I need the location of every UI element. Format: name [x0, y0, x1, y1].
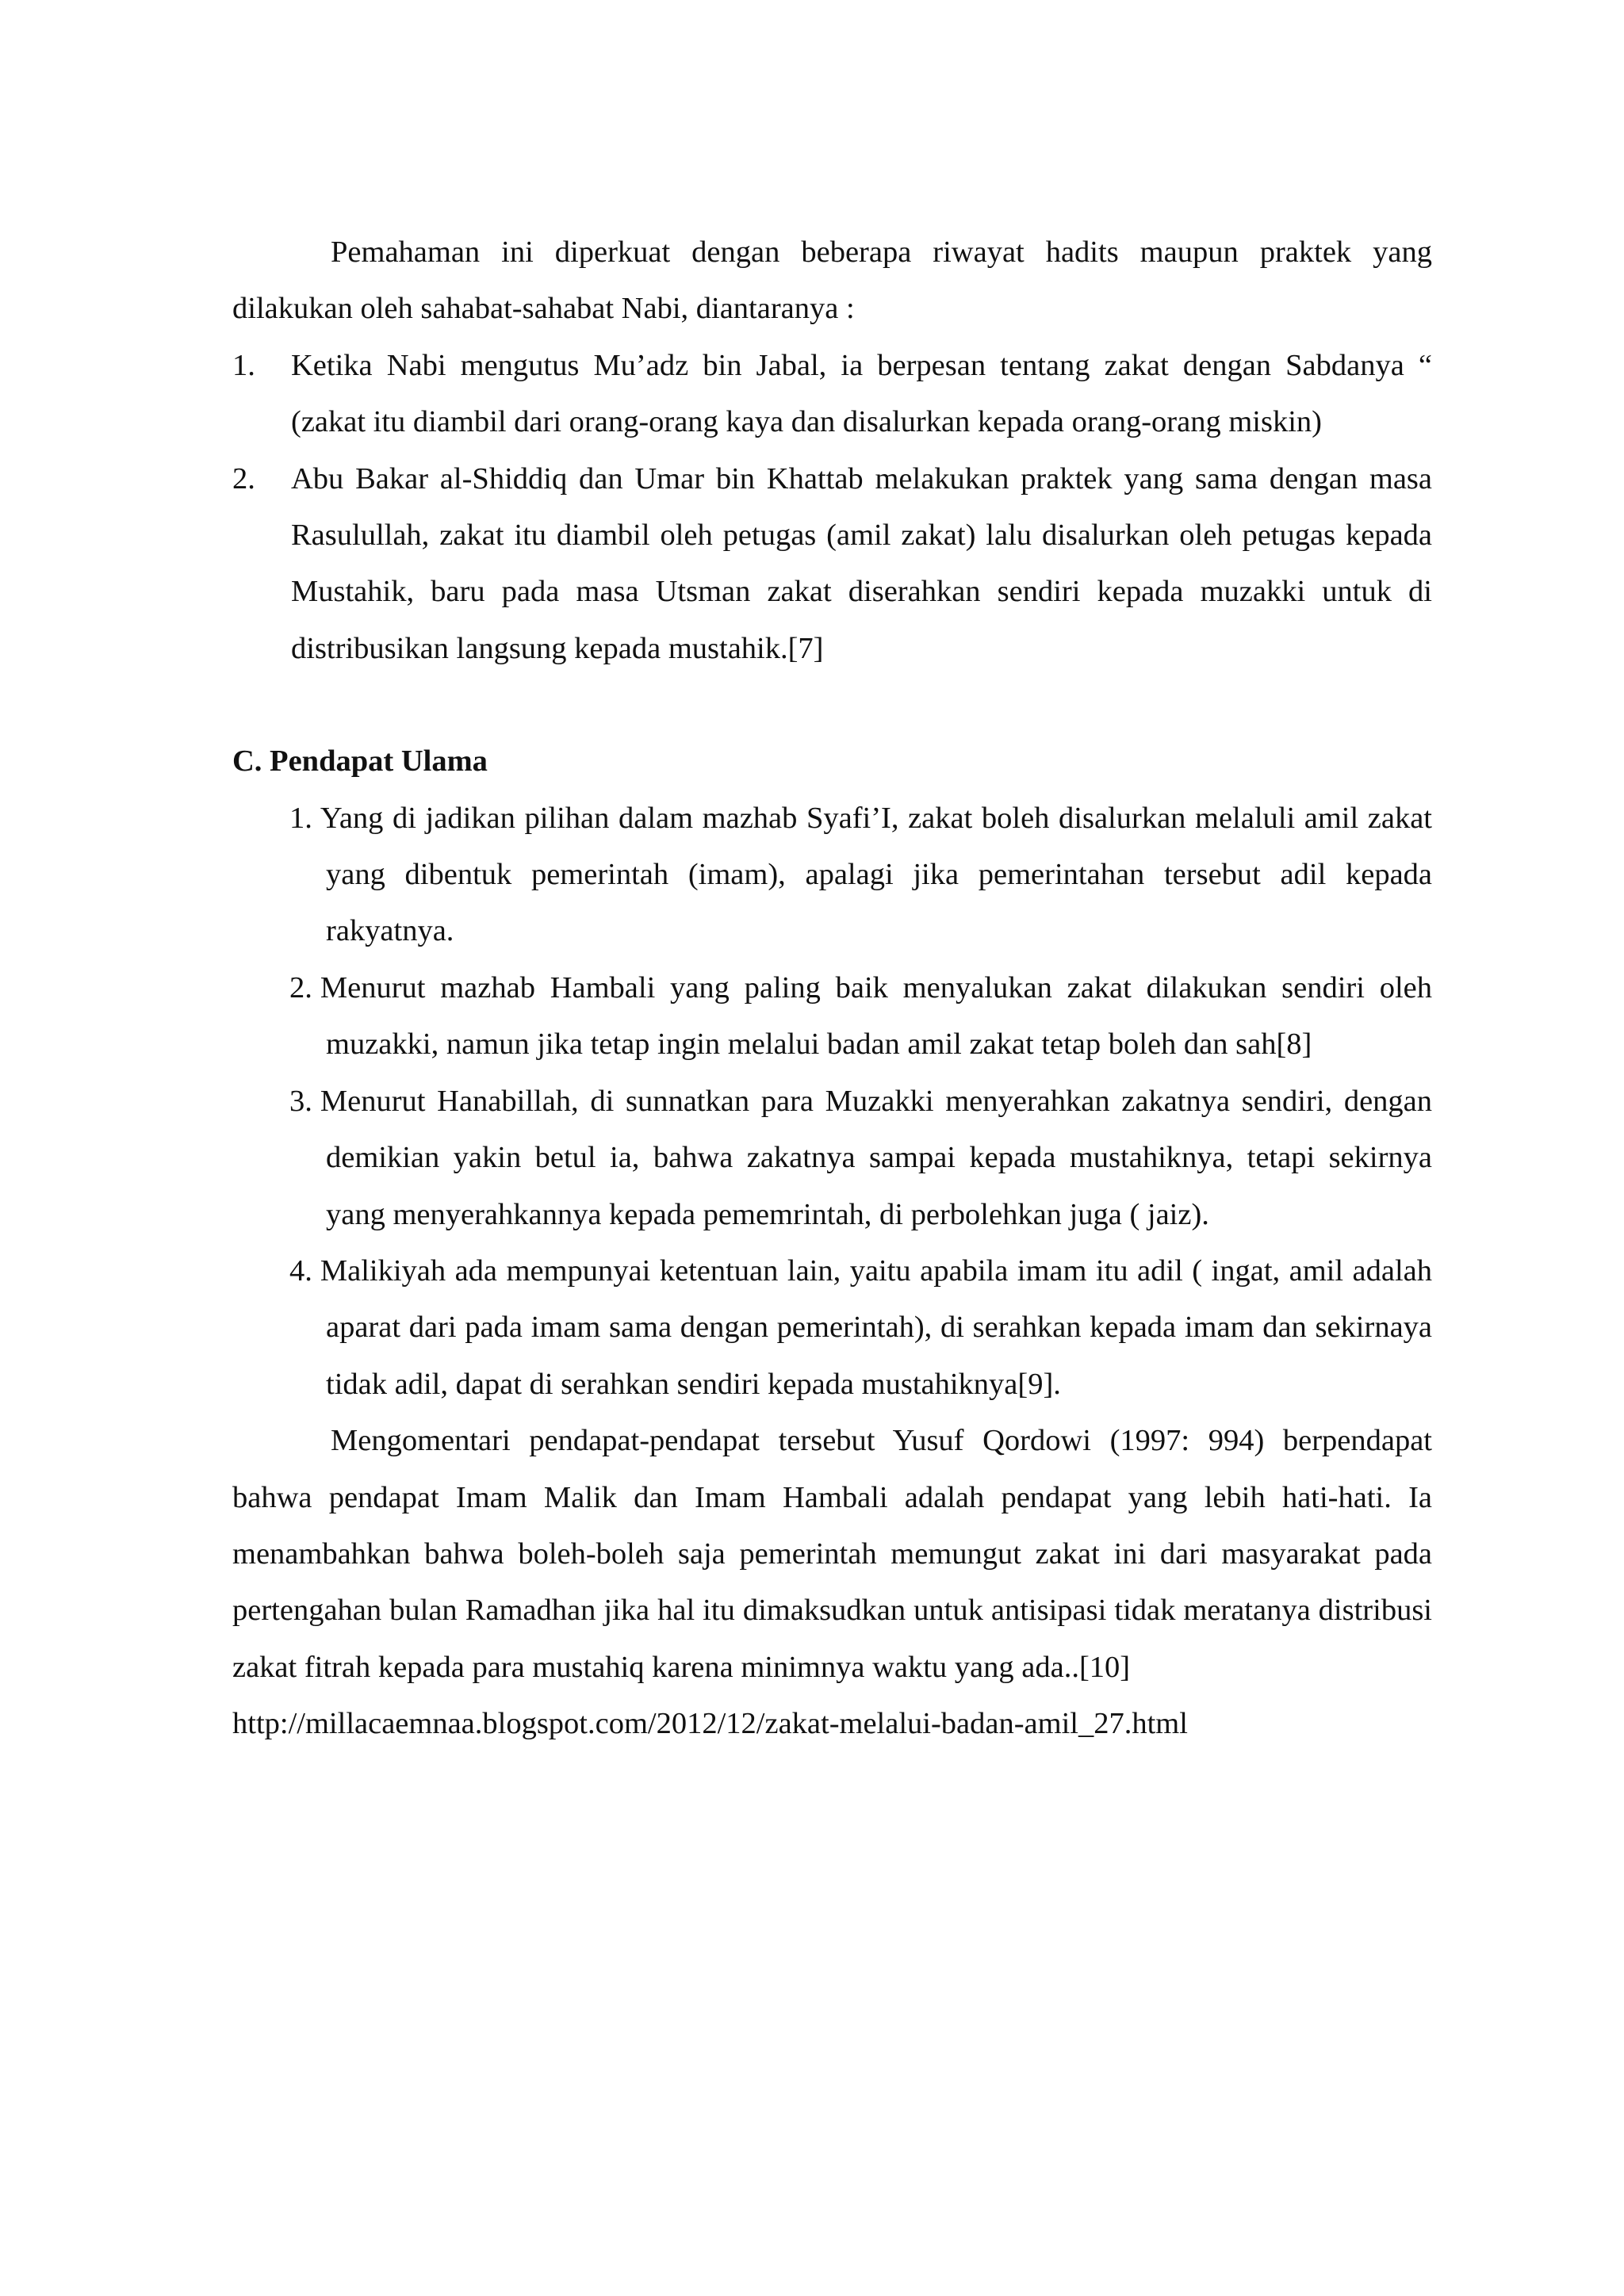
list-item-text: Ketika Nabi mengutus Mu’adz bin Jabal, ia berpesan tentang zakat dengan Sabdanya “ (zakat itu diambil dari orang-orang kaya dan disalurkan kepada orang-orang miskin): [291, 348, 1432, 439]
scholar-opinions-list: [289, 790, 1432, 1413]
list-item: [289, 790, 1432, 960]
list-item: [232, 451, 1432, 678]
list-item-text: Menurut Hanabillah, di sunnatkan para Muzakki menyerahkan zakatnya sendiri, dengan demikian yakin betul ia, bahwa zakatnya sampai kepada mustahiknya, tetapi sekirnya yang menyerahkannya kepada pememrintah, di perbolehkan juga ( jaiz).: [320, 1084, 1432, 1231]
list-item-text: Abu Bakar al-Shiddiq dan Umar bin Khattab melakukan praktek yang sama dengan masa Rasulullah, zakat itu diambil oleh petugas (amil zakat) lalu disalurkan oleh petugas kepada Mustahik, baru pada masa Utsman zakat diserahkan sendiri kepada muzakki untuk di distribusikan langsung kepada mustahik.[7]: [291, 461, 1432, 665]
list-item: [289, 960, 1432, 1073]
list-item-number: 1.: [232, 348, 255, 382]
closing-paragraph: Mengomentari pendapat-pendapat tersebut Yusuf Qordowi (1997: 994) berpendapat bahwa pendapat Imam Malik dan Imam Hambali adalah pendapat yang lebih hati-hati. Ia menambahkan bahwa boleh-boleh saja pemerintah memungut zakat ini dari masyarakat pada pertengahan bulan Ramadhan jika hal itu dimaksudkan untuk antisipasi tidak meratanya distribusi zakat fitrah kepada para mustahiq karena minimnya waktu yang ada..[10]: [232, 1424, 1432, 1684]
list-item-number: 2.: [232, 461, 255, 496]
list-item-text: Yang di jadikan pilihan dalam mazhab Syafi’I, zakat boleh disalurkan melaluli amil zakat yang dibentuk pemerintah (imam), apalagi jika pemerintahan tersebut adil kepada rakyatnya.: [320, 801, 1432, 948]
list-item: [289, 1073, 1432, 1243]
section-heading: C. Pendapat Ulama: [232, 744, 488, 779]
list-item: [232, 338, 1432, 451]
list-item-number: 1.: [289, 801, 312, 835]
list-item-number: 4.: [289, 1253, 312, 1288]
list-item-text: Malikiyah ada mempunyai ketentuan lain, yaitu apabila imam itu adil ( ingat, amil adalah aparat dari pada imam sama dengan pemerintah), di serahkan kepada imam dan sekirnaya tidak adil, dapat di serahkan sendiri kepada mustahiknya[9].: [320, 1253, 1432, 1401]
list-item: [289, 1243, 1432, 1413]
list-item-text: Menurut mazhab Hambali yang paling baik menyalukan zakat dilakukan sendiri oleh muzakki, namun jika tetap ingin melalui badan amil zakat tetap boleh dan sah[8]: [320, 970, 1432, 1062]
intro-paragraph: Pemahaman ini diperkuat dengan beberapa riwayat hadits maupun praktek yang dilakukan oleh sahabat-sahabat Nabi, diantaranya :: [232, 235, 1432, 326]
document-page: [232, 224, 1432, 1753]
list-item-number: 2.: [289, 970, 312, 1004]
source-url: http://millacaemnaa.blogspot.com/2012/12/zakat-melalui-badan-amil_27.html: [232, 1707, 1188, 1741]
list-item-number: 3.: [289, 1084, 312, 1118]
hadith-list: [232, 338, 1432, 677]
